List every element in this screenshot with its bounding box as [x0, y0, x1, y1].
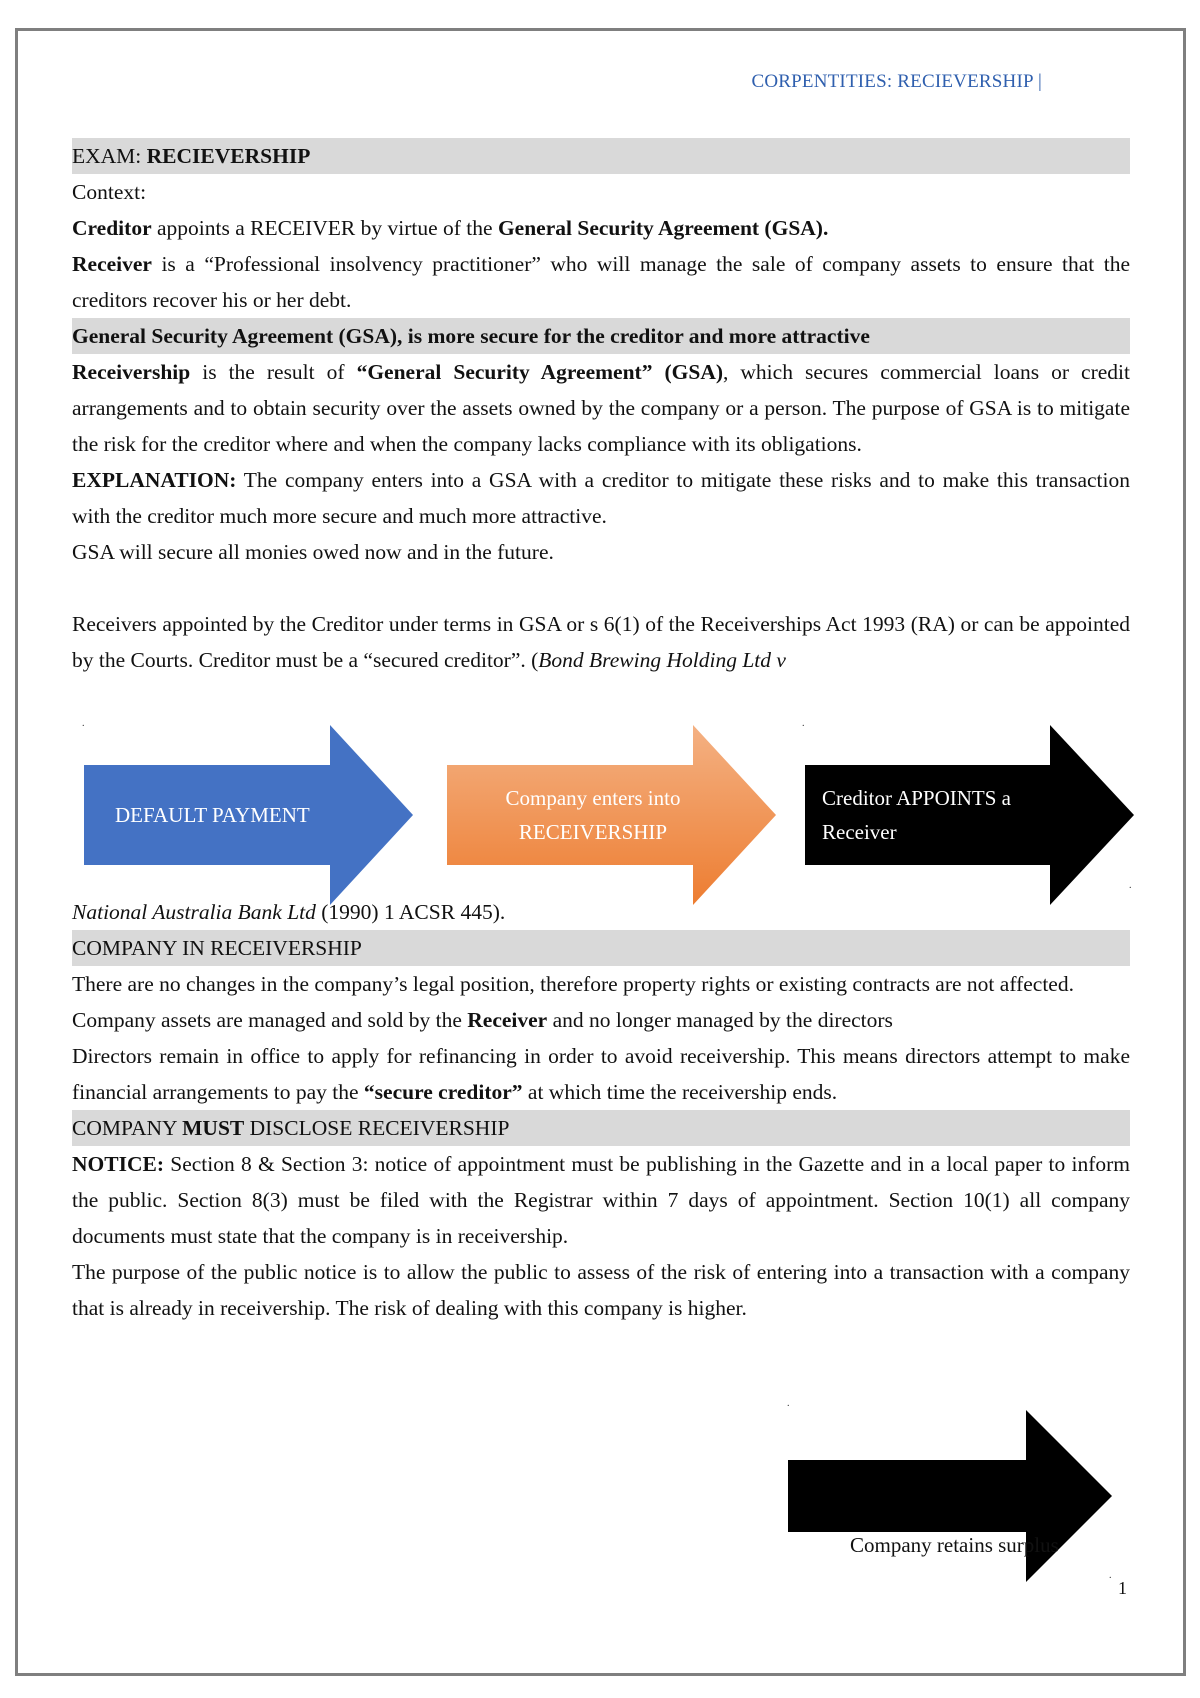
decorative-dot: . — [787, 1398, 790, 1409]
receiver-text: is a “Professional insolvency practitioner” who will manage the sale of company assets to ensure that the creditors recover his or her debt. — [72, 252, 1130, 312]
case-citation: (1990) 1 ACSR 445). — [315, 900, 506, 924]
exam-heading-prefix: EXAM: — [72, 144, 147, 168]
explanation-text: The company enters into a GSA with a creditor to mitigate these risks and to make this transaction with the creditor much more secure and much more attractive. — [72, 468, 1130, 528]
directors-paragraph — [72, 1038, 1130, 1110]
notice-paragraph — [72, 1146, 1130, 1254]
exam-heading-title: RECIEVERSHIP — [146, 144, 311, 168]
explanation-paragraph — [72, 462, 1130, 534]
no-changes-paragraph: There are no changes in the company’s legal position, therefore property rights or existing contracts are not affected. — [72, 972, 1074, 996]
receiver-term-2: Receiver — [467, 1008, 548, 1032]
must-disclose-heading — [72, 1110, 1130, 1146]
receivership-text-1: is the result of — [190, 360, 357, 384]
exam-heading — [72, 138, 1130, 174]
bottom-arrow-svg — [780, 1410, 1120, 1590]
gsa-term: General Security Agreement (GSA). — [497, 216, 829, 240]
company-retains-surplus-text: Company retains surplus — [850, 1533, 1059, 1557]
gsa-quote-term: “General Security Agreement” (GSA) — [356, 360, 724, 384]
must-disclose-text-1: COMPANY — [72, 1116, 183, 1140]
case-citation-continued — [72, 894, 1130, 930]
creditor-appoints-label-line1: Creditor APPOINTS a — [822, 786, 1011, 810]
gsa-monies-paragraph: GSA will secure all monies owed now and in the future. — [72, 540, 554, 564]
running-header: CORPENTITIES: RECIEVERSHIP | — [751, 71, 1042, 92]
notice-text: Section 8 & Section 3: notice of appointment must be publishing in the Gazette and in a local paper to inform the public. Section 8(3) must be filed with the Registrar within 7 days of appointment. Section 10(1) all company documents must state that the company is in receivership. — [72, 1152, 1130, 1248]
must-disclose-text-2: DISCLOSE RECEIVERSHIP — [244, 1116, 510, 1140]
decorative-dot: . — [802, 718, 805, 729]
blank-line — [72, 570, 1130, 606]
creditor-appoints-label-line2: Receiver — [822, 820, 897, 844]
page-number: 1 — [1118, 1578, 1127, 1598]
receivers-appointed-paragraph — [72, 606, 1130, 678]
creditor-appoints-label — [822, 781, 1011, 849]
directors-text-1: Directors remain in office to apply for refinancing in order to avoid receivership. This means directors attempt to make financial arrangements to pay the — [72, 1044, 1130, 1104]
notice-label: NOTICE: — [72, 1152, 164, 1176]
document-body-bottom — [72, 894, 1130, 1326]
creditor-paragraph — [72, 210, 1130, 246]
case-name-part2: National Australia Bank Ltd — [72, 900, 316, 924]
company-enters-label — [448, 781, 738, 849]
directors-text-2: at which time the receivership ends. — [522, 1080, 838, 1104]
secure-creditor-term: “secure creditor” — [363, 1080, 523, 1104]
receivership-text-2: , which secures commercial loans or credit arrangements and to obtain security over the assets owned by the company or a person. The purpose of GSA is to mitigate the risk for the creditor where and when the company lacks compliance with its obligations. — [72, 360, 1130, 456]
explanation-label: EXPLANATION: — [72, 468, 237, 492]
gsa-heading: General Security Agreement (GSA), is more secure for the creditor and more attractive — [72, 318, 1130, 354]
company-in-receivership-heading: COMPANY IN RECEIVERSHIP — [72, 930, 1130, 966]
receivers-appointed-text: Receivers appointed by the Creditor under terms in GSA or s 6(1) of the Receiverships Act 1993 (RA) or can be appointed by the Courts. Creditor must be a “secured creditor”. ( — [72, 612, 1130, 672]
must-term: MUST — [182, 1116, 245, 1140]
purpose-paragraph: The purpose of the public notice is to allow the public to assess of the risk of entering into a transaction with a company that is already in receivership. The risk of dealing with this company is higher. — [72, 1260, 1130, 1320]
context-label: Context: — [72, 180, 147, 204]
decorative-dot: . — [1109, 1570, 1112, 1581]
assets-paragraph — [72, 1002, 1130, 1038]
case-name-part1: Bond Brewing Holding Ltd v — [538, 648, 786, 672]
decorative-dot: . — [1129, 880, 1132, 891]
company-enters-label-line1: Company enters into — [505, 786, 681, 810]
assets-text-2: and no longer managed by the directors — [547, 1008, 893, 1032]
receivership-paragraph — [72, 354, 1130, 462]
process-flow — [0, 725, 1200, 905]
company-enters-label-line2: RECEIVERSHIP — [518, 820, 668, 844]
receiver-term: Receiver — [72, 252, 152, 276]
receivership-term: Receivership — [72, 360, 191, 384]
assets-text-1: Company assets are managed and sold by the — [72, 1008, 468, 1032]
creditor-term: Creditor — [72, 216, 152, 240]
document-body-top — [72, 138, 1130, 678]
receiver-paragraph — [72, 246, 1130, 318]
default-payment-label: DEFAULT PAYMENT — [115, 803, 310, 827]
creditor-text: appoints a RECEIVER by virtue of the — [151, 216, 498, 240]
decorative-dot: . — [82, 718, 85, 729]
